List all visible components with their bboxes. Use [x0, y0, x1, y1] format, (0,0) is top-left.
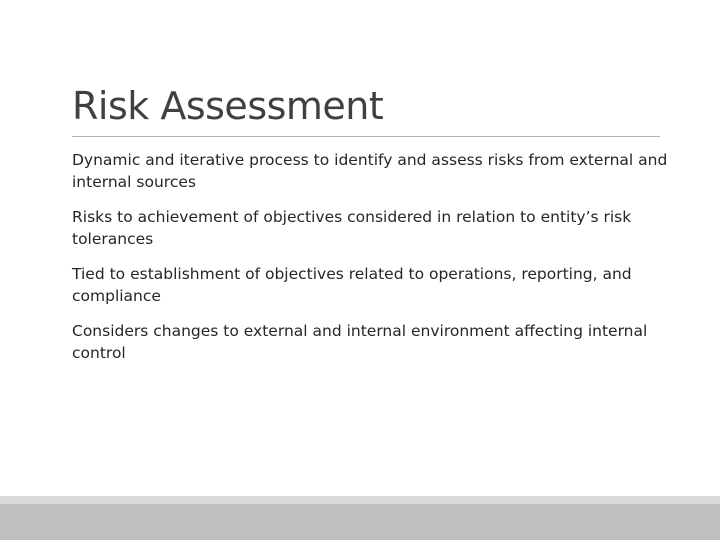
bullet-item: Tied to establishment of objectives related to operations, reporting, and compliance	[72, 265, 632, 305]
bullet-item: Risks to achievement of objectives considered in relation to entity’s risk tolerances	[72, 208, 632, 248]
footer-bar	[0, 504, 720, 540]
title-divider	[72, 136, 660, 137]
bullet-item: Considers changes to external and internal environment affecting internal control	[72, 322, 648, 362]
footer-accent-band	[0, 496, 720, 504]
slide-title: Risk Assessment	[72, 84, 384, 128]
bullet-item: Dynamic and iterative process to identify and assess risks from external and internal sources	[72, 151, 668, 191]
bullet-list	[72, 149, 672, 377]
